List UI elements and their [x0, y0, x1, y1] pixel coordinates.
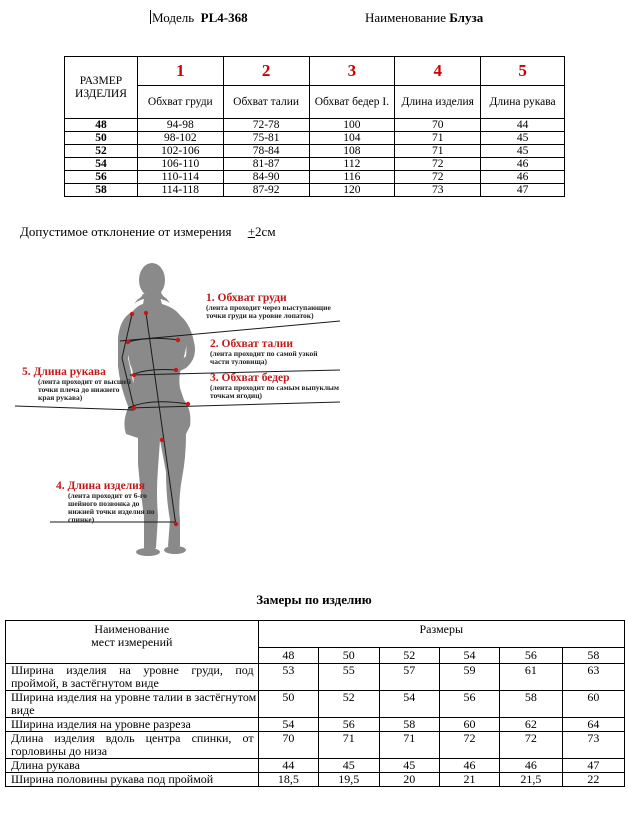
value-cell: 64 [562, 718, 624, 732]
annotation-hips [210, 372, 340, 400]
value-cell: 57 [379, 664, 439, 691]
table-row [6, 773, 625, 787]
measurement-label: Длина изделия вдоль центра спинки, от горловины до низа [6, 732, 259, 759]
size-header-cell: 48 [258, 648, 318, 664]
annotation-hips-note: (лента проходит по самым выпуклым точкам ягодиц) [210, 383, 340, 400]
value-cell: 72 [395, 158, 481, 171]
value-cell: 98-102 [137, 132, 223, 145]
size-cell: 48 [65, 119, 138, 132]
value-cell: 73 [395, 184, 481, 197]
value-cell: 78-84 [223, 145, 309, 158]
value-cell: 72 [439, 732, 499, 759]
value-cell: 44 [481, 119, 565, 132]
size-cell: 54 [65, 158, 138, 171]
value-cell: 84-90 [223, 171, 309, 184]
value-cell: 54 [379, 691, 439, 718]
annotation-length-note: (лента проходит от 6-го шейного позвонка до нижней точки изделия по спинке) [68, 491, 155, 524]
annotation-length [56, 480, 160, 524]
measurement-label: Ширина изделия на уровне талии в застёгнутом виде [6, 691, 259, 718]
value-cell: 56 [319, 718, 379, 732]
value-cell: 45 [481, 145, 565, 158]
value-cell: 73 [562, 732, 624, 759]
value-cell: 104 [309, 132, 395, 145]
value-cell: 50 [258, 691, 318, 718]
name-line [365, 10, 483, 26]
table-row [65, 132, 565, 145]
value-cell: 72 [500, 732, 562, 759]
tolerance-note [20, 224, 276, 240]
value-cell: 22 [562, 773, 624, 787]
column-number: 3 [309, 57, 395, 86]
sizes-header: Размеры [258, 621, 624, 648]
value-cell: 102-106 [137, 145, 223, 158]
value-cell: 60 [562, 691, 624, 718]
table-row [6, 732, 625, 759]
column-header-chest: Обхват груди [137, 86, 223, 119]
annotation-hips-title: 3. Обхват бедер [210, 372, 290, 384]
model-value: PL4-368 [200, 10, 248, 25]
value-cell: 116 [309, 171, 395, 184]
measurement-label: Ширина половины рукава под проймой [6, 773, 259, 787]
value-cell: 112 [309, 158, 395, 171]
value-cell: 71 [395, 132, 481, 145]
size-cell: 56 [65, 171, 138, 184]
annotation-sleeve-note: (лента проходит от высшей точки плеча до нижнего края рукава) [38, 377, 131, 402]
tolerance-value: 2см [255, 224, 276, 239]
value-cell: 58 [379, 718, 439, 732]
value-cell: 62 [500, 718, 562, 732]
value-cell: 47 [481, 184, 565, 197]
value-cell: 53 [258, 664, 318, 691]
value-cell: 56 [439, 691, 499, 718]
value-cell: 45 [319, 759, 379, 773]
value-cell: 21,5 [500, 773, 562, 787]
value-cell: 106-110 [137, 158, 223, 171]
column-number: 5 [481, 57, 565, 86]
column-header-waist: Обхват талии [223, 86, 309, 119]
tolerance-text: Допустимое отклонение от измерения [20, 224, 232, 239]
value-cell: 61 [500, 664, 562, 691]
table-row [65, 171, 565, 184]
value-cell: 72 [395, 171, 481, 184]
annotation-chest-note: (лента проходит через выступающие точки груди на уровне лопаток) [206, 303, 331, 320]
value-cell: 108 [309, 145, 395, 158]
value-cell: 46 [481, 171, 565, 184]
size-header-cell: 56 [500, 648, 562, 664]
column-header-hips: Обхват бедер I. [309, 86, 395, 119]
value-cell: 100 [309, 119, 395, 132]
size-cell: 50 [65, 132, 138, 145]
size-cell: 52 [65, 145, 138, 158]
table-row [65, 145, 565, 158]
value-cell: 44 [258, 759, 318, 773]
value-cell: 46 [500, 759, 562, 773]
text-cursor [150, 10, 151, 24]
value-cell: 19,5 [319, 773, 379, 787]
model-line [150, 10, 248, 26]
value-cell: 71 [319, 732, 379, 759]
value-cell: 94-98 [137, 119, 223, 132]
name-header-line1: Наименование [94, 622, 170, 636]
size-cell: 58 [65, 184, 138, 197]
annotation-chest-title: 1. Обхват груди [206, 292, 287, 304]
annotation-waist-note: (лента проходит по самой узкой части туловища) [210, 349, 318, 366]
size-header-cell: 54 [439, 648, 499, 664]
table-row [6, 718, 625, 732]
measurement-label: Ширина изделия на уровне разреза [6, 718, 259, 732]
table-row [65, 184, 565, 197]
value-cell: 70 [395, 119, 481, 132]
name-value: Блуза [449, 10, 484, 25]
value-cell: 72-78 [223, 119, 309, 132]
value-cell: 60 [439, 718, 499, 732]
value-cell: 75-81 [223, 132, 309, 145]
column-number: 2 [223, 57, 309, 86]
value-cell: 54 [258, 718, 318, 732]
sleeve-guide-line [15, 406, 134, 410]
column-number: 4 [395, 57, 481, 86]
value-cell: 71 [395, 145, 481, 158]
value-cell: 45 [379, 759, 439, 773]
size-header-cell: 50 [319, 648, 379, 664]
name-header-line2: мест измерений [91, 635, 173, 649]
name-header-cell [6, 621, 259, 664]
value-cell: 55 [319, 664, 379, 691]
model-label: Модель [152, 10, 195, 25]
value-cell: 70 [258, 732, 318, 759]
value-cell: 110-114 [137, 171, 223, 184]
measurement-figure [10, 258, 370, 558]
value-cell: 20 [379, 773, 439, 787]
column-header-sleeve: Длина рукава [481, 86, 565, 119]
value-cell: 46 [481, 158, 565, 171]
value-cell: 47 [562, 759, 624, 773]
value-cell: 45 [481, 132, 565, 145]
column-number: 1 [137, 57, 223, 86]
name-label: Наименование [365, 10, 446, 25]
table-row [6, 691, 625, 718]
plus-minus-sign: + [247, 224, 256, 239]
size-header-cell: 58 [562, 648, 624, 664]
annotation-waist [210, 338, 334, 366]
value-cell: 18,5 [258, 773, 318, 787]
measurement-label: Ширина изделия на уровне груди, под проймой, в застёгнутом виде [6, 664, 259, 691]
annotation-sleeve-title: 5. Длина рукава [22, 366, 106, 378]
table-row [65, 158, 565, 171]
size-header-cell: 52 [379, 648, 439, 664]
annotation-chest [206, 292, 346, 320]
header [0, 10, 628, 30]
annotation-sleeve [22, 366, 134, 402]
measurements-title: Замеры по изделию [256, 592, 372, 607]
table-row [6, 664, 625, 691]
value-cell: 21 [439, 773, 499, 787]
value-cell: 52 [319, 691, 379, 718]
value-cell: 81-87 [223, 158, 309, 171]
value-cell: 46 [439, 759, 499, 773]
value-cell: 59 [439, 664, 499, 691]
annotation-length-title: 4. Длина изделия [56, 480, 146, 492]
table-row [65, 119, 565, 132]
size-corner-header: РАЗМЕР ИЗДЕЛИЯ [65, 57, 138, 119]
measurement-label: Длина рукава [6, 759, 259, 773]
value-cell: 120 [309, 184, 395, 197]
value-cell: 63 [562, 664, 624, 691]
column-header-length: Длина изделия [395, 86, 481, 119]
garment-measurements-table [5, 620, 625, 787]
value-cell: 71 [379, 732, 439, 759]
annotation-waist-title: 2. Обхват талии [210, 338, 294, 350]
value-cell: 114-118 [137, 184, 223, 197]
value-cell: 58 [500, 691, 562, 718]
value-cell: 87-92 [223, 184, 309, 197]
table-row [6, 759, 625, 773]
size-chart-table [64, 56, 565, 197]
